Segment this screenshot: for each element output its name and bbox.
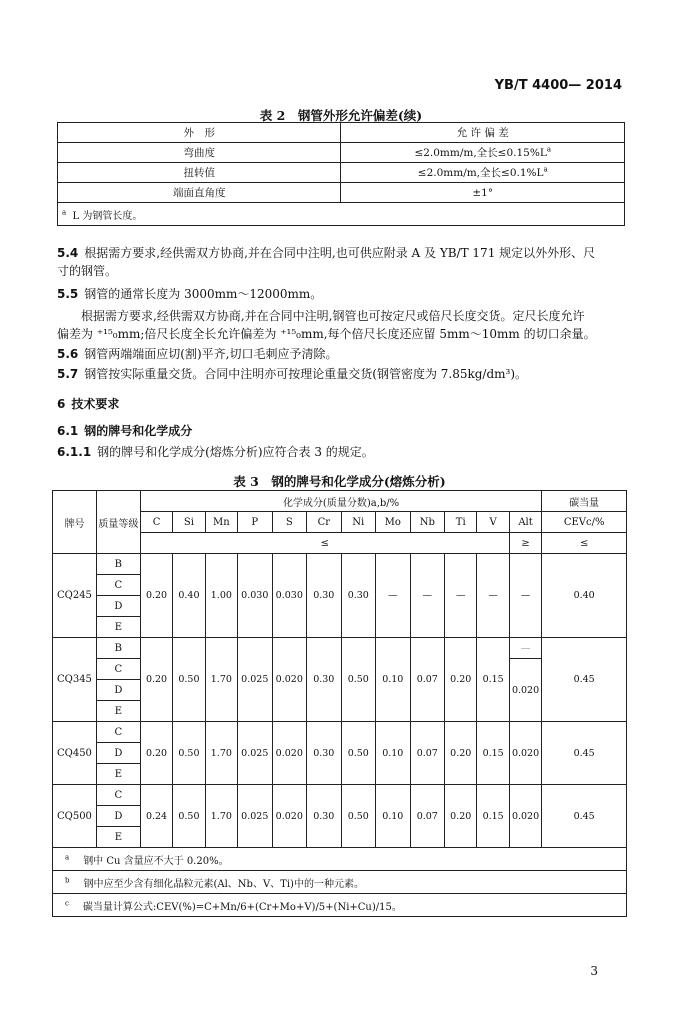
section-6-1-1: 6.1.1 钢的牌号和化学成分(熔炼分析)应符合表 3 的规定。 xyxy=(57,445,374,459)
element-value: — xyxy=(509,554,541,638)
table3-row xyxy=(53,722,627,743)
table3-header-row xyxy=(53,491,627,512)
element-value: 0.15 xyxy=(477,785,509,848)
quality-level: B xyxy=(96,638,140,659)
table2-row xyxy=(58,143,625,163)
header-cev: 碳当量 xyxy=(542,491,627,512)
table2-cell: 端面直角度 xyxy=(58,183,341,203)
element-value: 0.30 xyxy=(341,554,376,638)
element-value: — xyxy=(376,554,411,638)
element-value: — xyxy=(445,554,477,638)
element-Mo: Mo xyxy=(376,512,411,533)
section-5-4: 5.4 根据需方要求,经供需双方协商,并在合同中注明,也可供应附录 A 及 YB/T 171 规定以外外形、尺 寸的钢管。 xyxy=(57,246,596,278)
element-Si: Si xyxy=(173,512,205,533)
table3-note-row xyxy=(53,848,627,871)
element-Nb: Nb xyxy=(410,512,445,533)
element-Ni: Ni xyxy=(341,512,376,533)
element-value: 1.70 xyxy=(205,785,237,848)
element-value: 0.030 xyxy=(238,554,273,638)
table2-note: $^a$ L 为钢管长度。 xyxy=(58,203,625,226)
table3-row xyxy=(53,638,627,659)
element-value: 0.50 xyxy=(173,722,205,785)
cev-value: 0.40 xyxy=(542,554,627,638)
quality-level: C xyxy=(96,575,140,596)
element-value: 0.020 xyxy=(509,785,541,848)
quality-level: D xyxy=(96,806,140,827)
table2-cell: ≤2.0mm/m,全长$\le 0.1\%L^a$ xyxy=(341,163,625,183)
table2-caption: 表 2 钢管外形允许偏差(续) xyxy=(259,108,423,123)
element-value: 0.40 xyxy=(173,554,205,638)
element-value: 0.20 xyxy=(140,638,172,722)
header-quality: 质量等级 xyxy=(96,491,140,554)
grade-name: CQ500 xyxy=(53,785,97,848)
element-value: 0.10 xyxy=(376,722,411,785)
element-Ti: Ti xyxy=(445,512,477,533)
element-value: 0.20 xyxy=(140,722,172,785)
element-value: 0.20 xyxy=(445,638,477,722)
element-value: 1.70 xyxy=(205,638,237,722)
section-5-5-paragraph: 根据需方要求,经供需双方协商,并在合同中注明,钢管也可按定尺或倍尺长度交货。定尺长度允许 偏差为 ⁺¹⁵₀mm;倍尺长度全长允许偏差为 ⁺¹⁵₀mm,每个倍尺长度还应留 5mm～10mm 的切口余量。 xyxy=(57,309,596,341)
quality-level: C xyxy=(96,659,140,680)
element-Cr: Cr xyxy=(307,512,342,533)
note-marker: a xyxy=(65,853,70,862)
note-text: 钢中 Cu 含量应不大于 0.20%。 xyxy=(83,855,229,867)
table2-header-shape: 外 形 xyxy=(58,123,341,143)
cev-value: 0.45 xyxy=(542,785,627,848)
element-V: V xyxy=(477,512,509,533)
element-value: — xyxy=(477,554,509,638)
table3-caption: 表 3 钢的牌号和化学成分(熔炼分析) xyxy=(233,474,446,489)
element-value: 0.020 xyxy=(272,785,307,848)
table3-note xyxy=(53,894,627,917)
section-5-5: 5.5 钢管的通常长度为 3000mm～12000mm。 xyxy=(57,287,323,301)
standard-number: YB/T 4400— 2014 xyxy=(494,78,622,93)
table2 xyxy=(57,122,625,226)
grade-name: CQ245 xyxy=(53,554,97,638)
table2-row xyxy=(58,183,625,203)
grade-name: CQ345 xyxy=(53,638,97,722)
header-grade: 牌号 xyxy=(53,491,97,554)
element-value: 0.025 xyxy=(238,722,273,785)
element-value: 0.24 xyxy=(140,785,172,848)
limit-ge: ≥ xyxy=(509,533,541,554)
element-value: 0.15 xyxy=(477,638,509,722)
element-value: 0.025 xyxy=(238,785,273,848)
alt-value-bottom: 0.020 xyxy=(509,659,541,722)
quality-level: E xyxy=(96,617,140,638)
quality-level: D xyxy=(96,596,140,617)
element-value: 0.30 xyxy=(307,554,342,638)
table2-cell: 弯曲度 xyxy=(58,143,341,163)
element-value: 0.07 xyxy=(410,638,445,722)
table2-cell: ±1° xyxy=(341,183,625,203)
element-Mn: Mn xyxy=(205,512,237,533)
element-value: 0.15 xyxy=(477,722,509,785)
table3-note-row xyxy=(53,894,627,917)
note-text: 钢中应至少含有细化晶粒元素(Al、Nb、V、Ti)中的一种元素。 xyxy=(83,878,364,890)
note-text: 碳当量计算公式:CEV(%)=C+Mn/6+(Cr+Mo+V)/5+(Ni+Cu)/15。 xyxy=(82,901,402,913)
section-5-7: 5.7 钢管按实际重量交货。合同中注明亦可按理论重量交货(钢管密度为 7.85kg/dm³)。 xyxy=(57,367,528,381)
table2-cell: ≤2.0mm/m,全长$\le 0.15\%L^a$ xyxy=(341,143,625,163)
page-number: 3 xyxy=(590,964,598,978)
element-value: 0.50 xyxy=(173,785,205,848)
section-6-1-heading: 6.1 钢的牌号和化学成分 xyxy=(57,424,193,438)
quality-level: D xyxy=(96,743,140,764)
quality-level: B xyxy=(96,554,140,575)
section-5-6: 5.6 钢管两端端面应切(割)平齐,切口毛刺应予清除。 xyxy=(57,347,338,361)
table3-note xyxy=(53,848,627,871)
element-value: 0.50 xyxy=(173,638,205,722)
element-value: 0.10 xyxy=(376,638,411,722)
quality-level: E xyxy=(96,764,140,785)
quality-level: E xyxy=(96,827,140,848)
table3-note xyxy=(53,871,627,894)
note-marker: b xyxy=(65,876,70,885)
quality-level: D xyxy=(96,680,140,701)
table2-cell: 扭转值 xyxy=(58,163,341,183)
table2-header-tolerance: 允 许 偏 差 xyxy=(341,123,625,143)
element-value: 0.020 xyxy=(272,722,307,785)
table3-row xyxy=(53,785,627,806)
table2-header-row xyxy=(58,123,625,143)
element-value: 0.20 xyxy=(140,554,172,638)
element-value: 0.20 xyxy=(445,722,477,785)
cev-value: 0.45 xyxy=(542,722,627,785)
element-value: 0.020 xyxy=(272,638,307,722)
element-value: 0.020 xyxy=(509,722,541,785)
quality-level: C xyxy=(96,722,140,743)
table3-row xyxy=(53,554,627,575)
table2-row xyxy=(58,163,625,183)
limit-le-cev: ≤ xyxy=(542,533,627,554)
element-value: 0.30 xyxy=(307,638,342,722)
limit-le: ≤ xyxy=(140,533,509,554)
element-value: 0.50 xyxy=(341,785,376,848)
element-value: 0.10 xyxy=(376,785,411,848)
element-C: C xyxy=(140,512,172,533)
element-S: S xyxy=(272,512,307,533)
element-Alt: Alt xyxy=(509,512,541,533)
header-cev-unit: CEVc/% xyxy=(542,512,627,533)
alt-value-top: — xyxy=(509,638,541,659)
element-value: 0.07 xyxy=(410,785,445,848)
element-value: 0.30 xyxy=(307,785,342,848)
table2-note-row xyxy=(58,203,625,226)
quality-level: C xyxy=(96,785,140,806)
note-marker: c xyxy=(65,899,69,908)
table3-note-row xyxy=(53,871,627,894)
element-value: 1.70 xyxy=(205,722,237,785)
section-6-heading: 6 技术要求 xyxy=(57,397,120,411)
element-value: 0.20 xyxy=(445,785,477,848)
element-value: 1.00 xyxy=(205,554,237,638)
table3 xyxy=(52,490,627,917)
element-value: 0.50 xyxy=(341,638,376,722)
header-chemical: 化学成分(质量分数)a,b/% xyxy=(140,491,541,512)
cev-value: 0.45 xyxy=(542,638,627,722)
element-value: 0.30 xyxy=(307,722,342,785)
element-P: P xyxy=(238,512,273,533)
element-value: 0.030 xyxy=(272,554,307,638)
element-value: 0.50 xyxy=(341,722,376,785)
quality-level: E xyxy=(96,701,140,722)
grade-name: CQ450 xyxy=(53,722,97,785)
element-value: — xyxy=(410,554,445,638)
element-value: 0.025 xyxy=(238,638,273,722)
element-value: 0.07 xyxy=(410,722,445,785)
